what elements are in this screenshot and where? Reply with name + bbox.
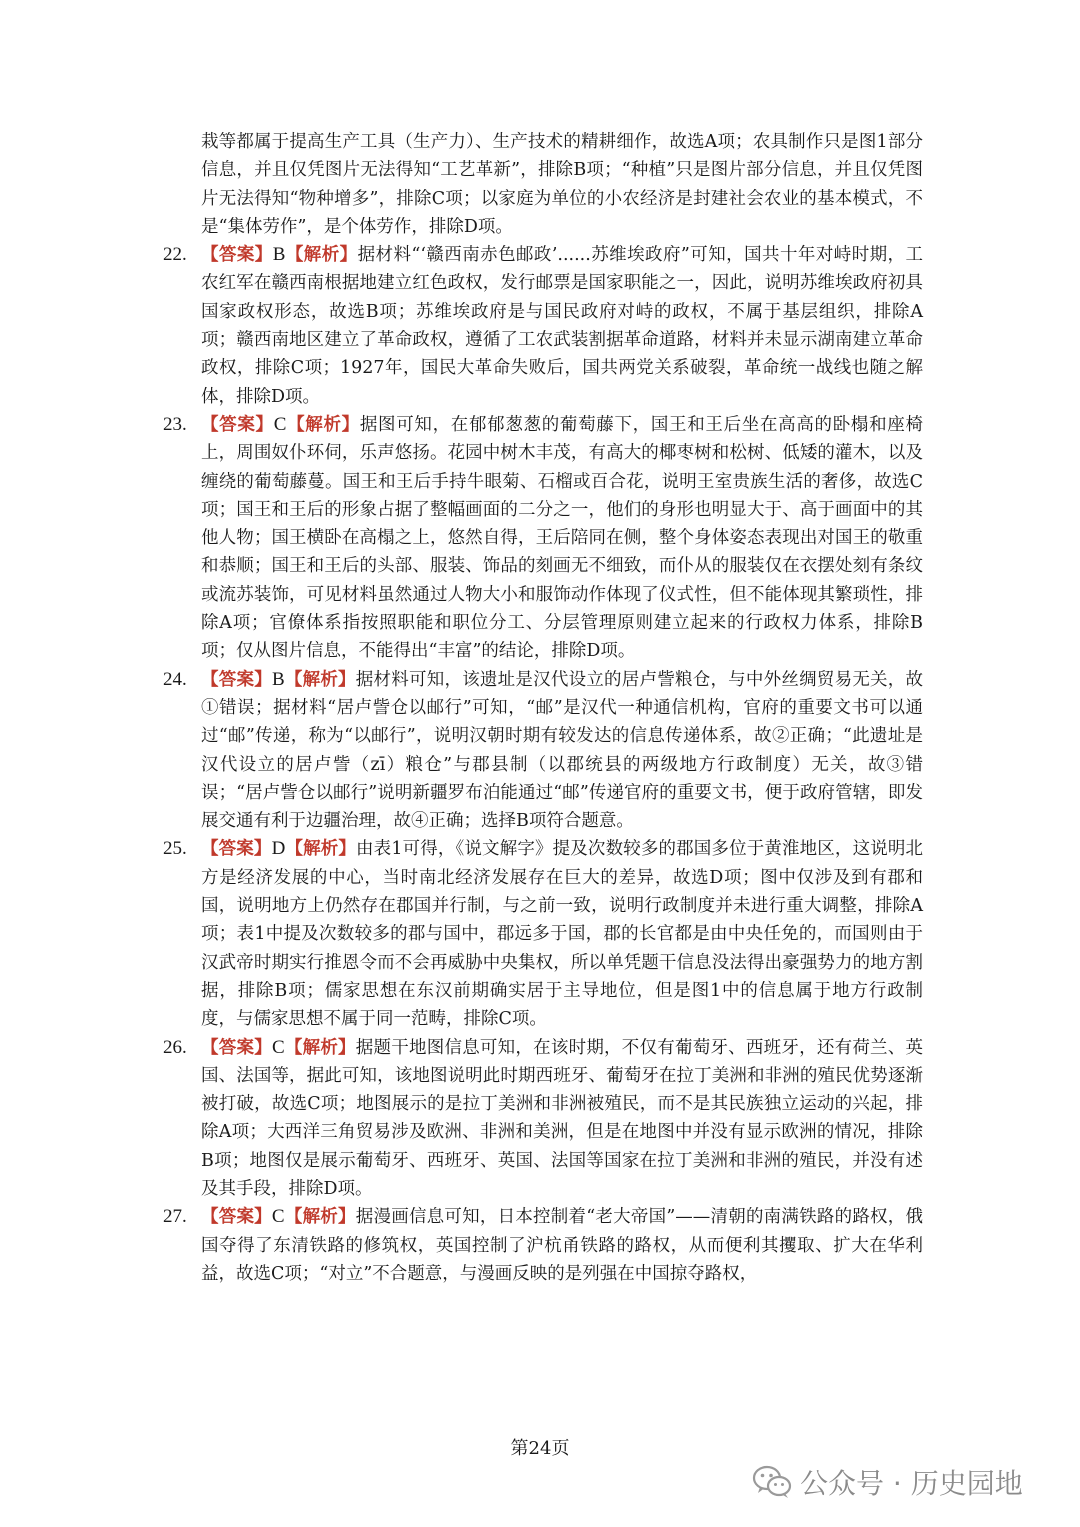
analysis-tag: 【解析】 (285, 245, 358, 266)
analysis-tag: 【解析】 (285, 839, 357, 860)
analysis-text: 据题干地图信息可知，在该时期，不仅有葡萄牙、西班牙，还有荷兰、英国、法国等，据此可知，该地图说明此时期西班牙、葡萄牙在拉丁美洲和非洲的殖民优势逐渐被打破，故选C项；地图展示的是拉丁美洲和非洲被殖民，而不是其民族独立运动的兴起，排除A项；大西洋三角贸易涉及欧洲、非洲和美洲，但是在地图中并没有显示欧洲的情况，排除B项；地图仅是展示葡萄牙、西班牙、英国、法国等国家在拉丁美洲和非洲的殖民，并没有述及其手段，排除D项。 (201, 1037, 924, 1199)
answer-letter: C (271, 1206, 285, 1228)
watermark (752, 1462, 1023, 1502)
item-number: 22. (163, 244, 187, 266)
analysis-tag: 【解析】 (284, 1207, 356, 1228)
analysis-text: 据图可知，在郁郁葱葱的葡萄藤下，国王和王后坐在高高的卧榻和座椅上，周围奴仆环伺，乐声悠扬。花园中树木丰茂，有高大的椰枣树和松树、低矮的灌木，以及缠绕的葡萄藤蔓。国王和王后手持牛眼菊、石榴或百合花，说明王室贵族生活的奢侈，故选C项；国王和王后的形象占据了整幅画面的二分之一，他们的身形也明显大于、高于画面中的其他人物；国王横卧在高榻之上，悠然自得，王后陪同在侧，整个身体姿态表现出对国王的敬重和恭顺；国王和王后的头部、服装、饰品的刻画无不细致，而仆从的服装仅在衣摆处刻有条纹或流苏装饰，可见材料虽然通过人物大小和服饰动作体现了仪式性，但不能体现其繁琐性，排除A项；官僚体系指按照职能和职位分工、分层管理原则建立起来的行政权力体系，排除B项；仅从图片信息，不能得出“丰富”的结论，排除D项。 (201, 414, 923, 662)
answer-tag: 【答案】 (201, 245, 273, 266)
answer-list (163, 241, 923, 1288)
item-number: 26. (163, 1036, 187, 1058)
item-number: 25. (163, 838, 187, 860)
answer-item-24 (163, 666, 923, 836)
answer-tag: 【答案】 (201, 839, 272, 860)
analysis-text: 由表1可得，《说文解字》提及次数较多的郡国多位于黄淮地区，这说明北方是经济发展的中心，当时南北经济发展存在巨大的差异，故选D项；图中仅涉及到有郡和国，说明地方上仍然存在郡国并行制，与之前一致，说明行政制度并未进行重大调整，排除A项；表1中提及次数较多的郡与国中，郡远多于国，郡的长官都是由中央任免的，而国则由于汉武帝时期实行推恩令而不会再威胁中央集权，所以单凭题干信息没法得出豪强势力的地方割据，排除B项；儒家思想在东汉前期确实居于主导地位，但是图1中的信息属于地方行政制度，与儒家思想不属于同一范畴，排除C项。 (201, 839, 923, 1030)
answer-tag: 【答案】 (201, 414, 274, 435)
answer-letter: C (271, 1036, 285, 1058)
wechat-icon (752, 1465, 792, 1499)
analysis-text: 据漫画信息可知，日本控制着“老大帝国”——清朝的南满铁路的路权，俄国夺得了东清铁路的修筑权，英国控制了沪杭甬铁路的路权，从而便利其攫取、扩大在华利益，故选C项；“对立”不合题意，与漫画反映的是列强在中国掠夺路权， (201, 1207, 924, 1284)
analysis-tag: 【解析】 (284, 1037, 356, 1058)
answer-tag: 【答案】 (201, 669, 272, 690)
answer-item-23 (163, 411, 923, 666)
answer-letter: B (272, 244, 286, 266)
item-number: 23. (163, 413, 187, 435)
answer-letter: C (273, 413, 287, 435)
answer-item-26 (163, 1034, 923, 1204)
answer-letter: B (271, 668, 285, 690)
answer-tag: 【答案】 (201, 1037, 272, 1058)
page-number: 第24页 (510, 1438, 570, 1459)
analysis-tag: 【解析】 (284, 669, 356, 690)
item-number: 27. (163, 1206, 187, 1228)
answer-tag: 【答案】 (201, 1207, 272, 1228)
item-number: 24. (163, 668, 187, 690)
answer-item-27 (163, 1203, 923, 1288)
answer-letter: D (271, 838, 286, 860)
intro-paragraph: 栽等都属于提高生产工具（生产力）、生产技术的精耕细作，故选A项；农具制作只是图1部分信息，并且仅凭图片无法得知“工艺革新”，排除B项；“种植”只是图片部分信息，并且仅凭图片无法得知“物种增多”，排除C项；以家庭为单位的小农经济是封建社会农业的基本模式，不是“集体劳作”，是个体劳作，排除D项。 (201, 132, 923, 237)
answer-item-22 (163, 241, 923, 411)
answer-item-25 (163, 835, 923, 1033)
document-body (163, 128, 923, 1288)
analysis-text: 据材料可知，该遗址是汉代设立的居卢訾粮仓，与中外丝绸贸易无关，故①错误；据材料“居卢訾仓以邮行”可知，“邮”是汉代一种通信机构，官府的重要文书可以通过“邮”传递，称为“以邮行”，说明汉朝时期有较发达的信息传递体系，故②正确；“此遗址是汉代设立的居卢訾（zī）粮仓”与郡县制（以郡统县的两级地方行政制度）无关，故③错误；“居卢訾仓以邮行”说明新疆罗布泊能通过“邮”传递官府的重要文书，便于政府管辖，即发展交通有利于边疆治理，故④正确；选择B项符合题意。 (201, 669, 924, 832)
analysis-tag: 【解析】 (286, 414, 360, 435)
analysis-text: 据材料“‘赣西南赤色邮政’......苏维埃政府”可知，国共十年对峙时期，工农红军在赣西南根据地建立红色政权，发行邮票是国家职能之一，因此，说明苏维埃政府初具国家政权形态，故选B项；苏维埃政府是与国民政府对峙的政权，不属于基层组织，排除A项；赣西南地区建立了革命政权，遵循了工农武装割据革命道路，材料并未显示湖南建立革命政权，排除C项；1927年，国民大革命失败后，国共两党关系破裂，革命统一战线也随之解体，排除D项。 (201, 245, 923, 407)
watermark-text: 公众号 · 历史园地 (800, 1467, 1023, 1500)
